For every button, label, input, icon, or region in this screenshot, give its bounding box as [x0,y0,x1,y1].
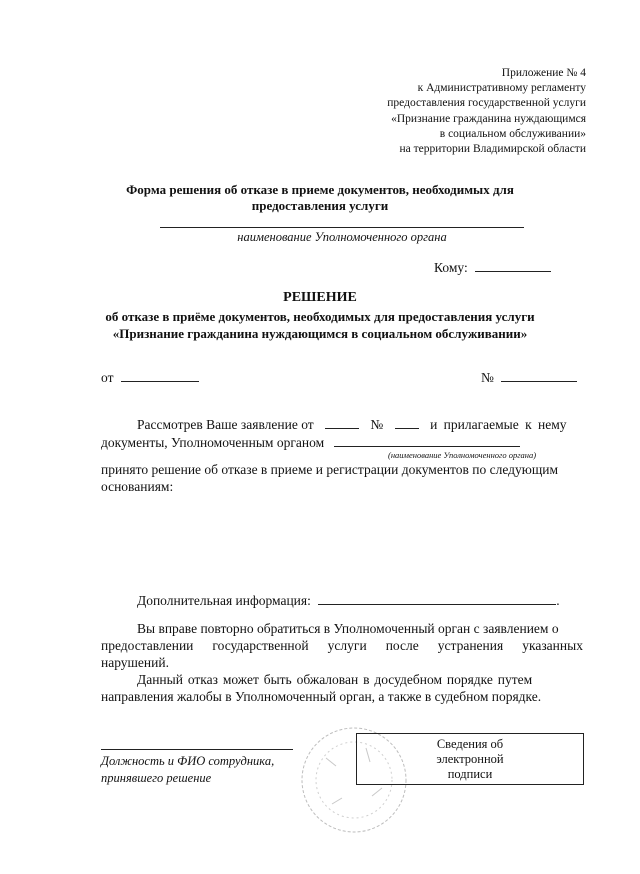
decision-subtitle [0,308,640,342]
date-label: от [101,370,114,385]
appeal-line2: направления жалобы в Уполномоченный орган, а также в судебном порядке. [101,689,542,704]
reapply-word: государственной [212,638,309,653]
decision-subtitle-line1: об отказе в приёме документов, необходимых для предоставления услуги [105,309,535,324]
esign-line3: подписи [447,767,493,781]
review-caption: (наименование Уполномоченного органа) [388,450,537,460]
reapply-word: услуги [327,638,367,653]
additional-info-label: Дополнительная информация: [137,593,311,608]
form-title-line2: предоставления услуги [251,198,389,213]
review-authority-field[interactable] [334,434,520,447]
recipient-row [434,259,551,276]
application-date-field[interactable] [325,416,359,429]
review-part2: № [370,417,384,432]
date-row [101,369,199,386]
signer-caption [101,753,274,787]
appendix-block [387,66,586,157]
appendix-line: в социальном обслуживании» [439,127,586,140]
form-title-line1: Форма решения об отказе в приеме документов, необходимых для [126,182,514,197]
decision-subtitle-line2: «Признание гражданина нуждающимся в социальном обслуживании» [112,326,528,341]
appeal-line1: Данный отказ может быть обжалован в досудебном порядке путем [137,672,533,687]
additional-info-field[interactable] [318,592,556,605]
number-field[interactable] [501,369,577,382]
review-line4: основаниям: [101,479,174,494]
recipient-field[interactable] [475,259,551,272]
reapply-word: устранения [437,638,504,653]
esign-box [356,733,584,785]
appendix-line: Приложение № 4 [501,67,586,79]
esign-text [357,737,583,782]
review-line3: принято решение об отказе в приеме и регистрации документов по следующим [101,462,559,477]
signer-underline [101,749,293,750]
decision-heading: РЕШЕНИЕ [283,290,357,305]
number-label: № [481,370,494,385]
signer-line2: принявшего решение [101,771,212,785]
review-part1: Рассмотрев Ваше заявление от [137,417,314,432]
form-title [0,182,640,214]
reapply-word: предоставлении [101,638,194,653]
additional-info-end: . [556,593,560,608]
appendix-line: предоставления государственной услуги [387,97,586,110]
appendix-line: к Административному регламенту [417,82,586,95]
review-part3: и прилагаемые к нему [430,417,567,432]
additional-info-row [137,592,560,609]
application-number-field[interactable] [395,416,419,429]
reapply-word: указанных [522,638,583,653]
signer-line1: Должность и ФИО сотрудника, [101,754,275,768]
review-line1 [137,416,567,433]
number-row [481,369,577,386]
esign-line2: электронной [436,752,504,766]
review-line2 [101,434,520,451]
date-field[interactable] [121,369,199,382]
reapply-word: после [385,638,419,653]
authority-caption: наименование Уполномоченного органа [237,230,447,244]
appendix-line: на территории Владимирской области [399,143,586,156]
recipient-label: Кому: [434,260,468,275]
reapply-line1: Вы вправе повторно обратиться в Уполномоченный орган с заявлением о [137,621,559,636]
authority-underline [160,227,524,228]
reapply-line2 [101,638,583,654]
esign-line1: Сведения об [436,737,504,751]
review-line2-text: документы, Уполномоченным органом [101,435,325,450]
reapply-line3: нарушений. [101,655,169,670]
appendix-line: «Признание гражданина нуждающимся [391,112,586,125]
